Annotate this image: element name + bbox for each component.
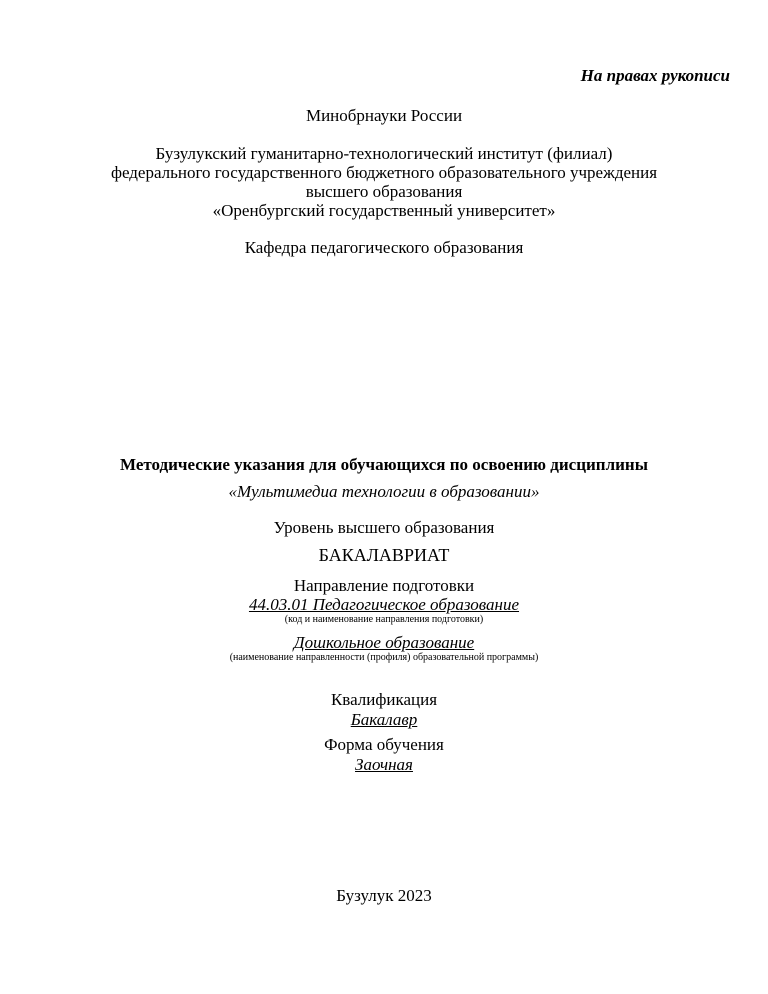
ministry-name: Минобрнауки России: [305, 106, 463, 125]
study-form-value: Заочная: [355, 755, 413, 774]
level-label: Уровень высшего образования: [273, 518, 495, 537]
institute-line-2: федерального государственного бюджетного образовательного учреждения: [110, 163, 658, 182]
direction-label: Направление подготовки: [293, 576, 475, 595]
qualification-value: Бакалавр: [350, 710, 418, 729]
direction-caption: (код и наименование направления подготовки): [284, 614, 484, 625]
institute-line-3: высшего образования: [305, 182, 463, 201]
qualification-label: Квалификация: [330, 690, 438, 709]
study-form-label: Форма обучения: [324, 735, 444, 754]
profile-value: Дошкольное образование: [293, 633, 475, 652]
institute-line-4: «Оренбургский государственный университет»: [212, 201, 556, 220]
institute-line-1: Бузулукский гуманитарно-технологический институт (филиал): [155, 144, 613, 163]
discipline-name: «Мультимедиа технологии в образовании»: [228, 482, 540, 501]
department-name: Кафедра педагогического образования: [244, 238, 524, 257]
level-value: БАКАЛАВРИАТ: [318, 545, 450, 565]
city-year: Бузулук 2023: [336, 886, 432, 905]
direction-value: 44.03.01 Педагогическое образование: [248, 595, 520, 614]
rights-note: На правах рукописи: [580, 66, 730, 85]
document-title: Методические указания для обучающихся по освоению дисциплины: [120, 455, 648, 474]
profile-caption: (наименование направленности (профиля) образовательной программы): [229, 652, 539, 663]
